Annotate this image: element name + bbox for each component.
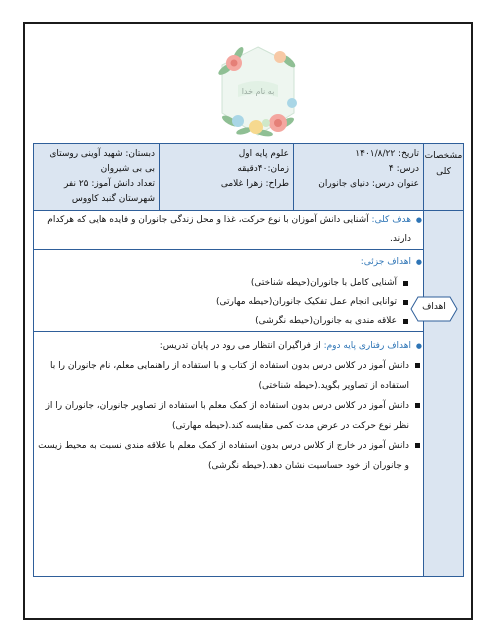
school-text: دبستان: شهید آوینی روستای بی بی شیروان (49, 149, 155, 174)
partial-goal-item: توانایی انجام عمل تفکیک جانوران(حیطه مهارتی) (34, 293, 397, 312)
partial-goal-item: آشنایی کامل با جانوران(حیطه شناختی) (34, 274, 397, 293)
header-col-date (294, 144, 424, 211)
city-text: شهرستان گنبد کاووس (71, 194, 155, 204)
goals-side-label: اهداف (422, 302, 446, 312)
subject-text: علوم پایه اول (238, 149, 289, 159)
banner-text: به نام خدا (241, 87, 275, 96)
goals-side-cell (424, 211, 464, 577)
students-text: تعداد دانش آموز: ۲۵ نفر (63, 179, 155, 189)
lesson-plan-table (33, 143, 464, 577)
behavioral-goals-intro: از فراگیران انتظار می رود در پایان تدریس: (159, 341, 321, 351)
partial-goals-row (34, 250, 464, 332)
behavioral-goal-item: دانش آموز در کلاس درس بدون استفاده از کتاب و با استفاده از راهنمایی معلم، نام جانوران را با استفاده از تصاویر بگوید.(حیطه شناختی) (34, 356, 409, 396)
designer-text: طراح: زهرا غلامی (220, 179, 289, 189)
lesson-number-text: درس: ۴ (388, 164, 419, 174)
floral-banner-logo (208, 41, 308, 141)
general-goal-text: آشنایی دانش آموزان با نوع حرکت، غذا و محل زندگی جانوران و فایده هایی که هرکدام دارند. (47, 215, 411, 244)
behavioral-goal-item: دانش آموز در خارج از کلاس درس بدون استفاده از کمک معلم با علاقه مندی نسبت به محیط زیست و جانوران از خود حساسیت نشان دهد.(حیطه نگرشی) (34, 436, 409, 476)
general-goal-label: هدف کلی: (371, 215, 411, 225)
behavioral-goals-cell (34, 332, 424, 577)
header-label: مشخصات کلی (424, 144, 464, 211)
partial-goals-cell (34, 250, 424, 332)
general-goal-row (34, 211, 464, 250)
general-goal-cell (34, 211, 424, 250)
partial-goal-item: علاقه مندی به جانوران(حیطه نگرشی) (34, 312, 397, 331)
behavioral-goals-label: اهداف رفتاری پایه دوم: (323, 341, 411, 351)
time-text: زمان:۴۰دقیقه (237, 164, 289, 174)
header-col-subject (160, 144, 294, 211)
lesson-title-text: عنوان درس: دنیای جانوران (318, 179, 419, 189)
partial-goals-label: اهداف جزئی: (360, 257, 411, 267)
header-row (34, 144, 464, 211)
behavioral-goals-row (34, 332, 464, 577)
behavioral-goal-item: دانش آموز در کلاس درس بدون استفاده از کمک معلم با استفاده از تصاویر جانوران، جانوران را از نظر نوع حرکت در عرض مدت کمی مقایسه کند.(حیطه مهارتی) (34, 396, 409, 436)
header-col-school (34, 144, 160, 211)
date-text: تاریخ: ۱۴۰۱/۸/۲۲ (355, 149, 419, 159)
